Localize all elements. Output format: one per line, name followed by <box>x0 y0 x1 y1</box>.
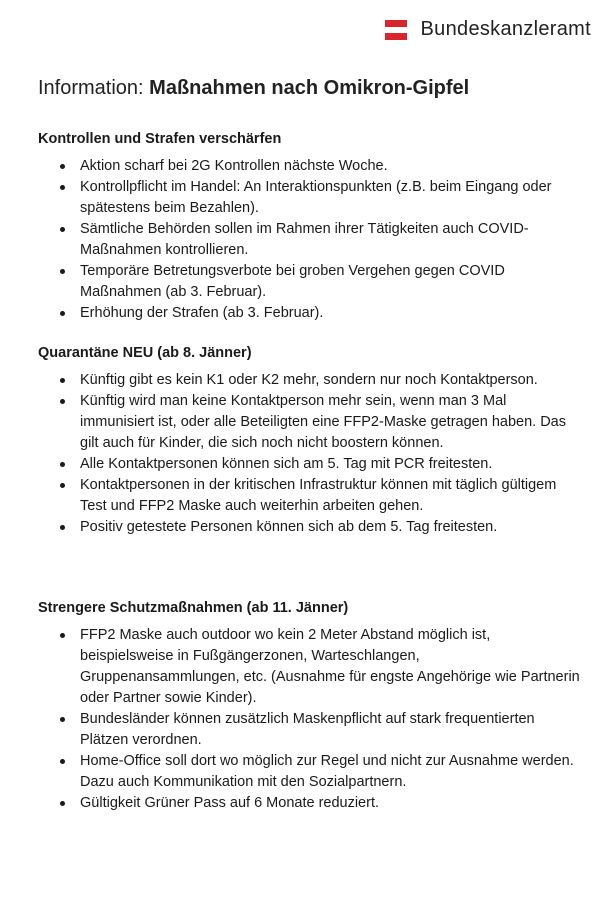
list-item: Kontrollpflicht im Handel: An Interaktionspunkten (z.B. beim Eingang oder spätestens beim Bezahlen). <box>38 177 583 219</box>
bullet-icon <box>60 759 65 764</box>
list-item: Kontaktpersonen in der kritischen Infrastruktur können mit täglich gültigem Test und FFP2 Maske auch weiterhin arbeiten gehen. <box>38 475 583 517</box>
section-schutzmassnahmen <box>38 600 583 814</box>
bullet-icon <box>60 462 65 467</box>
section-kontrollen <box>38 131 583 324</box>
bullet-list <box>38 625 583 814</box>
bullet-icon <box>60 311 65 316</box>
list-item: Alle Kontaktpersonen können sich am 5. Tag mit PCR freitesten. <box>38 454 583 475</box>
austria-flag-icon <box>385 20 407 40</box>
bullet-icon <box>60 717 65 722</box>
bullet-icon <box>60 164 65 169</box>
list-item: Positiv getestete Personen können sich ab dem 5. Tag freitesten. <box>38 517 583 538</box>
list-item: Gültigkeit Grüner Pass auf 6 Monate reduziert. <box>38 793 583 814</box>
bullet-icon <box>60 483 65 488</box>
bullet-icon <box>60 227 65 232</box>
brand-name: Bundeskanzleramt <box>420 18 591 40</box>
list-item: Home-Office soll dort wo möglich zur Regel und nicht zur Ausnahme werden. Dazu auch Kommunikation mit den Sozialpartnern. <box>38 751 583 793</box>
section-heading: Quarantäne NEU (ab 8. Jänner) <box>38 345 252 361</box>
bullet-icon <box>60 525 65 530</box>
bullet-icon <box>60 269 65 274</box>
bullet-icon <box>60 185 65 190</box>
header <box>385 18 591 41</box>
list-item: Aktion scharf bei 2G Kontrollen nächste Woche. <box>38 156 583 177</box>
list-item: Erhöhung der Strafen (ab 3. Februar). <box>38 303 583 324</box>
bullet-icon <box>60 633 65 638</box>
section-heading: Strengere Schutzmaßnahmen (ab 11. Jänner) <box>38 600 349 616</box>
page-title-main: Maßnahmen nach Omikron-Gipfel <box>149 77 470 99</box>
section-quarantaene <box>38 345 583 538</box>
page-title <box>38 77 469 100</box>
section-heading: Kontrollen und Strafen verschärfen <box>38 131 282 147</box>
page-title-prefix: Information: <box>38 77 150 99</box>
list-item: Künftig gibt es kein K1 oder K2 mehr, sondern nur noch Kontaktperson. <box>38 370 583 391</box>
list-item: FFP2 Maske auch outdoor wo kein 2 Meter Abstand möglich ist, beispielsweise in Fußgängerzonen, Warteschlangen, Gruppenansammlungen, etc. (Ausnahme für engste Angehörige wie Partnerin oder Partner sowie Kinder). <box>38 625 583 709</box>
bullet-icon <box>60 801 65 806</box>
bullet-icon <box>60 378 65 383</box>
list-item: Bundesländer können zusätzlich Maskenpflicht auf stark frequentierten Plätzen verordnen. <box>38 709 583 751</box>
bullet-list <box>38 156 583 324</box>
list-item: Temporäre Betretungsverbote bei groben Vergehen gegen COVID Maßnahmen (ab 3. Februar). <box>38 261 583 303</box>
bullet-list <box>38 370 583 538</box>
list-item: Künftig wird man keine Kontaktperson mehr sein, wenn man 3 Mal immunisiert ist, oder alle Beteiligten eine FFP2-Maske getragen haben. Das gilt auch für Kinder, die sich noch nicht boostern können. <box>38 391 583 454</box>
bullet-icon <box>60 399 65 404</box>
list-item: Sämtliche Behörden sollen im Rahmen ihrer Tätigkeiten auch COVID-Maßnahmen kontrollieren. <box>38 219 583 261</box>
